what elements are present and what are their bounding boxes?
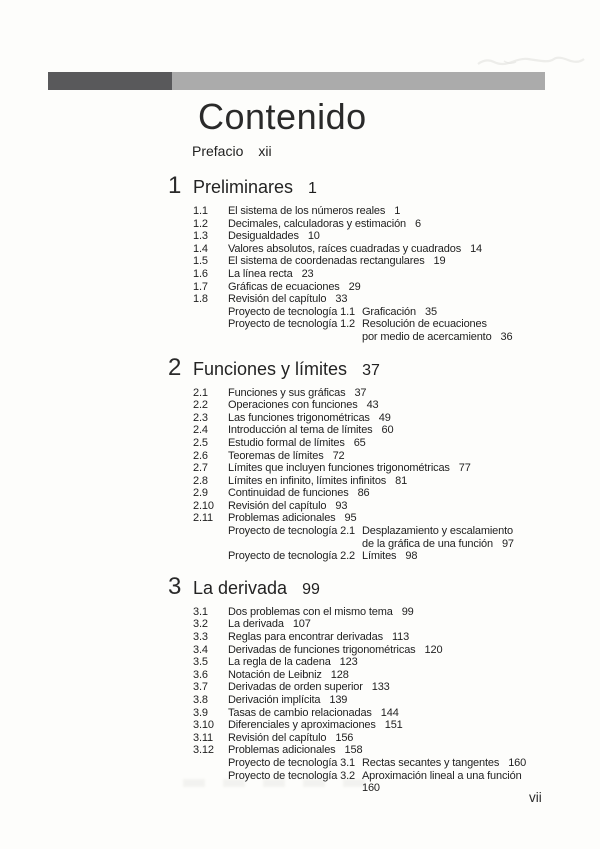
project-description	[362, 770, 522, 795]
section-title: Decimales, calculadoras y estimación 6	[228, 217, 421, 230]
section-number: 1.4	[193, 242, 208, 255]
section-title: Revisión del capítulo 93	[228, 499, 348, 512]
section-number: 3.1	[193, 605, 208, 618]
section-number: 2.7	[193, 462, 208, 475]
project-description-line: por medio de acercamiento 36	[362, 330, 513, 343]
section-title: Revisión del capítulo 156	[228, 731, 354, 744]
project-description	[362, 525, 514, 550]
section-number: 2.5	[193, 436, 208, 449]
section-page: 120	[424, 643, 443, 656]
preface-entry	[192, 143, 272, 159]
section-number: 1.8	[193, 293, 208, 306]
section-page: 37	[354, 386, 367, 399]
section-page: 113	[391, 631, 410, 644]
chapter-title: La derivada	[193, 577, 288, 598]
project-label: Proyecto de tecnología 3.2	[228, 769, 355, 782]
section-title: Las funciones trigonométricas 49	[228, 411, 391, 424]
section-number: 2.4	[193, 424, 208, 437]
section-number: 1.2	[193, 217, 208, 230]
project-description	[362, 550, 417, 563]
section-title: Límites que incluyen funciones trigonométricas 77	[228, 462, 471, 475]
chapter-heading	[168, 572, 584, 600]
section-page: 144	[380, 706, 399, 719]
project-description	[362, 306, 437, 319]
toc	[168, 172, 584, 795]
section-title: El sistema de los números reales 1	[228, 205, 401, 217]
chapter-number: 2	[168, 353, 182, 381]
section-title: Continuidad de funciones 86	[228, 487, 370, 500]
preface-page-number: xii	[258, 143, 272, 159]
toc-section-row	[168, 243, 584, 256]
toc-section-row	[168, 512, 584, 525]
section-title: Derivación implícita 139	[228, 694, 348, 706]
project-page: 160	[362, 782, 380, 795]
toc-section-row	[168, 744, 584, 757]
section-number: 3.2	[193, 618, 208, 631]
section-title: Teoremas de límites 72	[228, 449, 345, 462]
section-number: 1.6	[193, 267, 208, 280]
section-number: 1.5	[193, 255, 208, 268]
project-row	[168, 770, 584, 795]
toc-section-row	[168, 644, 584, 657]
project-description	[362, 757, 526, 770]
section-title: Derivadas de orden superior 133	[228, 681, 390, 694]
project-label: Proyecto de tecnología 3.1	[228, 756, 355, 769]
section-number: 2.6	[193, 449, 208, 462]
toc-section-row	[168, 450, 584, 463]
section-title: Problemas adicionales 95	[228, 512, 357, 525]
page-title: Contenido	[198, 96, 367, 137]
scan-smudge-artifact	[476, 54, 588, 70]
section-title: Derivadas de funciones trigonométricas 120	[228, 643, 443, 656]
section-title: Operaciones con funciones 43	[228, 399, 379, 412]
toc-section-row	[168, 462, 584, 475]
chapter-page: 37	[362, 361, 380, 379]
project-page: 35	[424, 305, 437, 318]
project-description-line: Desplazamiento y escalamiento	[362, 525, 513, 538]
project-label: Proyecto de tecnología 1.1	[228, 305, 355, 318]
toc-section-row	[168, 694, 584, 707]
section-number: 2.1	[193, 386, 208, 399]
project-page: 98	[405, 550, 418, 563]
toc-section-row	[168, 618, 584, 631]
section-number: 1.1	[193, 205, 208, 217]
chapter-block	[168, 172, 584, 344]
toc-section-row	[168, 606, 584, 619]
section-page: 6	[415, 217, 421, 230]
section-page: 29	[348, 280, 361, 293]
toc-section-row	[168, 218, 584, 231]
section-title: Gráficas de ecuaciones 29	[228, 280, 361, 293]
toc-section-row	[168, 732, 584, 745]
section-number: 2.9	[193, 487, 208, 500]
toc-section-row	[168, 487, 584, 500]
toc-section-row	[168, 437, 584, 450]
section-number: 3.5	[193, 656, 208, 669]
project-label: Proyecto de tecnología 1.2	[228, 318, 355, 331]
section-number: 3.12	[193, 744, 214, 757]
header-rule-light-segment	[172, 72, 545, 90]
section-page: 49	[378, 411, 391, 424]
toc-section-row	[168, 424, 584, 437]
toc-section-row	[168, 707, 584, 720]
section-title: Valores absolutos, raíces cuadradas y cuadrados 14	[228, 242, 482, 255]
section-page: 107	[292, 618, 311, 631]
section-page: 65	[353, 436, 366, 449]
toc-section-row	[168, 205, 584, 218]
section-page: 123	[339, 656, 358, 669]
project-row	[168, 318, 584, 343]
section-title: Dos problemas con el mismo tema 99	[228, 605, 414, 618]
section-page: 95	[344, 512, 357, 525]
toc-section-row	[168, 681, 584, 694]
section-title: El sistema de coordenadas rectangulares 19	[228, 255, 446, 268]
section-title: Estudio formal de límites 65	[228, 436, 366, 449]
project-description-line: Resolución de ecuaciones	[362, 318, 487, 331]
section-title: Problemas adicionales 158	[228, 744, 363, 757]
section-title: La regla de la cadena 123	[228, 656, 358, 669]
section-page: 158	[344, 744, 363, 757]
section-title: Introducción al tema de límites 60	[228, 424, 394, 437]
header-rule	[48, 72, 545, 90]
section-page: 14	[470, 242, 482, 255]
section-page: 23	[301, 267, 314, 280]
section-number: 3.10	[193, 719, 214, 732]
section-page: 77	[458, 462, 471, 475]
project-description	[362, 318, 512, 343]
chapter-number: 3	[168, 572, 182, 600]
toc-section-row	[168, 293, 584, 306]
project-description-line: Límites 98	[362, 550, 418, 563]
section-title: Funciones y sus gráficas 37	[228, 386, 367, 399]
project-label: Proyecto de tecnología 2.1	[228, 525, 355, 538]
toc-section-row	[168, 500, 584, 513]
chapter-title: Preliminares	[193, 177, 294, 197]
section-number: 1.3	[193, 230, 208, 243]
section-page: 93	[335, 499, 348, 512]
preface-label: Prefacio	[192, 143, 244, 159]
section-page: 86	[357, 487, 370, 500]
toc-section-row	[168, 719, 584, 732]
chapter-heading	[168, 353, 584, 381]
section-title: La línea recta 23	[228, 267, 314, 280]
section-title: La derivada 107	[228, 618, 311, 631]
section-title: Reglas para encontrar derivadas 113	[228, 631, 410, 644]
section-page: 156	[335, 731, 354, 744]
project-page: 160	[508, 756, 527, 769]
section-title: Diferenciales y aproximaciones 151	[228, 719, 403, 732]
section-page: 99	[401, 605, 414, 618]
chapter-title: Funciones y límites	[193, 358, 348, 379]
section-title: Notación de Leibniz 128	[228, 668, 349, 681]
section-number: 3.9	[193, 706, 208, 719]
section-page: 10	[307, 230, 320, 243]
toc-section-row	[168, 230, 584, 243]
project-row	[168, 757, 584, 770]
toc-section-row	[168, 255, 584, 268]
section-number: 3.11	[193, 731, 213, 744]
project-page-line	[362, 782, 522, 795]
toc-section-row	[168, 399, 584, 412]
project-description-line: de la gráfica de una función 97	[362, 537, 514, 550]
section-page: 33	[335, 293, 348, 306]
section-number: 3.6	[193, 668, 208, 681]
project-description-line: Rectas secantes y tangentes 160	[362, 756, 527, 769]
project-row	[168, 550, 584, 563]
section-page: 19	[433, 255, 446, 268]
header-rule-dark-segment	[48, 72, 172, 90]
toc-section-row	[168, 412, 584, 425]
section-number: 2.3	[193, 411, 208, 424]
project-description-line: Aproximación lineal a una función	[362, 769, 522, 782]
section-page: 81	[395, 474, 408, 487]
section-page: 128	[330, 668, 349, 681]
section-page: 139	[329, 694, 348, 706]
chapter-heading	[168, 172, 584, 199]
section-page: 1	[394, 205, 401, 217]
toc-section-row	[168, 387, 584, 400]
section-page: 60	[381, 424, 394, 437]
chapter-block	[168, 353, 584, 563]
section-title: Tasas de cambio relacionadas 144	[228, 706, 399, 719]
section-number: 3.7	[193, 681, 208, 694]
toc-section-row	[168, 268, 584, 281]
section-page: 43	[366, 399, 379, 412]
section-number: 2.10	[193, 499, 214, 512]
section-number: 1.7	[193, 280, 208, 293]
project-description-line: Graficación 35	[362, 305, 437, 318]
project-row	[168, 525, 584, 550]
section-number: 3.4	[193, 643, 208, 656]
toc-section-row	[168, 631, 584, 644]
project-page: 97	[501, 537, 514, 550]
toc-section-row	[168, 475, 584, 488]
section-page: 72	[332, 449, 345, 462]
section-number: 2.8	[193, 474, 208, 487]
section-number: 2.2	[193, 399, 208, 412]
toc-section-row	[168, 669, 584, 682]
toc-section-row	[168, 281, 584, 294]
section-page: 151	[384, 719, 403, 732]
section-title: Desigualdades 10	[228, 230, 320, 243]
project-page: 36	[500, 330, 513, 343]
section-title: Límites en infinito, límites infinitos 81	[228, 474, 408, 487]
chapter-number: 1	[168, 172, 182, 199]
section-page: 133	[371, 681, 390, 694]
chapter-page: 99	[302, 580, 320, 598]
section-title: Revisión del capítulo 33	[228, 293, 348, 306]
chapter-page: 1	[308, 180, 317, 197]
section-number: 2.11	[193, 512, 213, 525]
section-number: 3.3	[193, 631, 208, 644]
project-label: Proyecto de tecnología 2.2	[228, 550, 355, 563]
folio-page-number: vii	[529, 790, 542, 805]
section-number: 3.8	[193, 694, 208, 706]
chapter-block	[168, 572, 584, 795]
toc-section-row	[168, 656, 584, 669]
project-row	[168, 306, 584, 319]
